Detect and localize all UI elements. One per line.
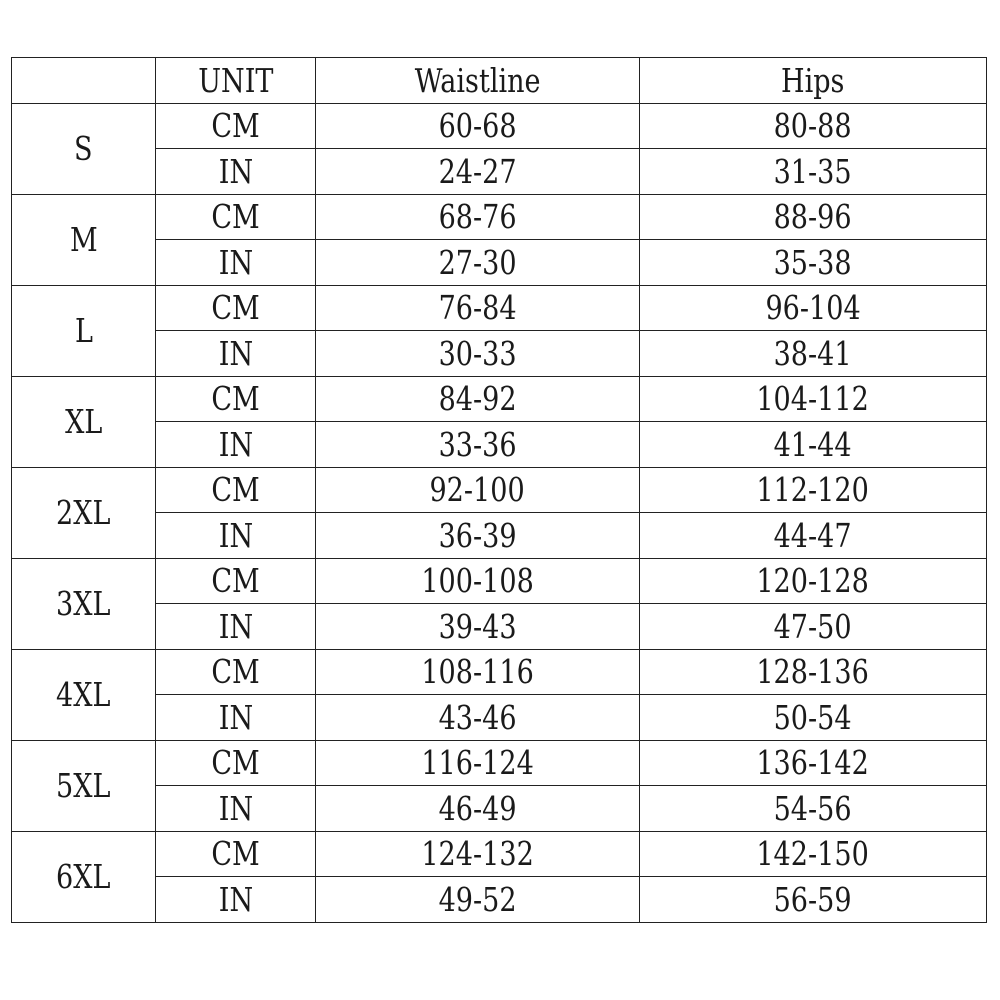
unit-label: CM: [211, 470, 260, 510]
hips-cell: [640, 331, 987, 377]
unit-cell: [156, 376, 316, 422]
header-row: [12, 58, 987, 104]
unit-cell: [156, 194, 316, 240]
waistline-value: 24-27: [438, 151, 517, 191]
waistline-value: 43-46: [438, 697, 517, 737]
hips-cell: [640, 558, 987, 604]
unit-cell: [156, 149, 316, 195]
waistline-cell: [316, 422, 640, 468]
waistline-cell: [316, 467, 640, 513]
header-hips-cell: [640, 58, 987, 104]
unit-label: CM: [211, 106, 260, 146]
waistline-cell: [316, 695, 640, 741]
hips-value: 54-56: [773, 788, 852, 828]
hips-cell: [640, 877, 987, 923]
unit-label: IN: [218, 788, 253, 828]
unit-cell: [156, 422, 316, 468]
unit-label: IN: [218, 242, 253, 282]
hips-cell: [640, 103, 987, 149]
table-row: [12, 149, 987, 195]
unit-cell: [156, 831, 316, 877]
hips-value: 136-142: [756, 743, 870, 783]
unit-cell: [156, 695, 316, 741]
size-label: 4XL: [56, 675, 111, 714]
header-waistline-cell: [316, 58, 640, 104]
size-cell: [12, 831, 156, 922]
unit-cell: [156, 240, 316, 286]
unit-cell: [156, 786, 316, 832]
hips-cell: [640, 422, 987, 468]
waistline-cell: [316, 740, 640, 786]
waistline-value: 116-124: [421, 743, 534, 783]
unit-cell: [156, 877, 316, 923]
waistline-value: 46-49: [438, 788, 517, 828]
hips-value: 38-41: [773, 333, 852, 373]
header-waistline-label: Waistline: [414, 60, 541, 100]
waistline-value: 39-43: [438, 606, 517, 646]
size-label: L: [74, 311, 93, 350]
unit-label: CM: [211, 652, 260, 692]
waistline-cell: [316, 877, 640, 923]
table-row: [12, 240, 987, 286]
unit-label: CM: [211, 288, 260, 328]
unit-label: CM: [211, 197, 260, 237]
size-label: S: [74, 129, 93, 168]
waistline-value: 30-33: [438, 333, 517, 373]
size-label: 3XL: [56, 584, 111, 623]
table-row: [12, 740, 987, 786]
table-row: [12, 467, 987, 513]
waistline-value: 27-30: [438, 242, 517, 282]
hips-value: 128-136: [756, 652, 870, 692]
table-row: [12, 649, 987, 695]
size-cell: [12, 558, 156, 649]
unit-label: CM: [211, 561, 260, 601]
unit-cell: [156, 103, 316, 149]
hips-value: 88-96: [773, 197, 852, 237]
hips-value: 44-47: [773, 515, 852, 555]
unit-label: CM: [211, 834, 260, 874]
hips-value: 96-104: [765, 288, 861, 328]
waistline-cell: [316, 103, 640, 149]
size-label: 2XL: [56, 493, 111, 532]
table-row: [12, 877, 987, 923]
unit-cell: [156, 558, 316, 604]
table-row: [12, 831, 987, 877]
table-row: [12, 194, 987, 240]
table-row: [12, 695, 987, 741]
hips-cell: [640, 149, 987, 195]
table-row: [12, 285, 987, 331]
unit-label: IN: [218, 424, 253, 464]
unit-cell: [156, 285, 316, 331]
waistline-cell: [316, 194, 640, 240]
unit-cell: [156, 740, 316, 786]
waistline-cell: [316, 786, 640, 832]
hips-value: 50-54: [773, 697, 852, 737]
unit-label: IN: [218, 515, 253, 555]
hips-cell: [640, 194, 987, 240]
waistline-cell: [316, 649, 640, 695]
size-cell: [12, 376, 156, 467]
hips-value: 47-50: [773, 606, 852, 646]
waistline-cell: [316, 331, 640, 377]
table-row: [12, 786, 987, 832]
size-cell: [12, 285, 156, 376]
waistline-cell: [316, 240, 640, 286]
size-cell: [12, 740, 156, 831]
size-chart-table: [11, 57, 987, 923]
hips-cell: [640, 831, 987, 877]
hips-cell: [640, 240, 987, 286]
table-row: [12, 558, 987, 604]
unit-label: IN: [218, 697, 253, 737]
table-row: [12, 331, 987, 377]
table-row: [12, 376, 987, 422]
size-cell: [12, 649, 156, 740]
waistline-value: 49-52: [438, 879, 517, 919]
hips-cell: [640, 740, 987, 786]
size-cell: [12, 194, 156, 285]
header-unit-label: UNIT: [197, 60, 274, 100]
header-size-cell: [12, 58, 156, 104]
table-row: [12, 604, 987, 650]
waistline-value: 100-108: [421, 561, 534, 601]
size-cell: [12, 467, 156, 558]
unit-label: IN: [218, 151, 253, 191]
waistline-value: 124-132: [421, 834, 534, 874]
hips-value: 56-59: [773, 879, 852, 919]
waistline-value: 108-116: [421, 652, 534, 692]
hips-value: 112-120: [756, 470, 870, 510]
header-unit-cell: [156, 58, 316, 104]
size-label: 6XL: [56, 857, 111, 896]
waistline-value: 68-76: [438, 197, 517, 237]
table-row: [12, 513, 987, 559]
waistline-value: 92-100: [429, 470, 526, 510]
waistline-cell: [316, 285, 640, 331]
size-chart-body: [12, 58, 987, 923]
waistline-value: 36-39: [438, 515, 517, 555]
waistline-cell: [316, 376, 640, 422]
hips-cell: [640, 513, 987, 559]
waistline-value: 33-36: [438, 424, 517, 464]
hips-cell: [640, 467, 987, 513]
unit-cell: [156, 331, 316, 377]
hips-cell: [640, 695, 987, 741]
hips-cell: [640, 604, 987, 650]
size-cell: [12, 103, 156, 194]
unit-label: IN: [218, 333, 253, 373]
size-label: XL: [64, 402, 103, 441]
unit-label: CM: [211, 743, 260, 783]
hips-value: 41-44: [773, 424, 852, 464]
waistline-cell: [316, 513, 640, 559]
unit-label: IN: [218, 879, 253, 919]
unit-cell: [156, 467, 316, 513]
hips-value: 120-128: [756, 561, 870, 601]
table-row: [12, 422, 987, 468]
size-label: 5XL: [56, 766, 111, 805]
hips-cell: [640, 786, 987, 832]
waistline-cell: [316, 149, 640, 195]
waistline-cell: [316, 831, 640, 877]
hips-value: 35-38: [773, 242, 852, 282]
hips-value: 80-88: [773, 106, 852, 146]
unit-cell: [156, 604, 316, 650]
unit-cell: [156, 513, 316, 559]
size-label: M: [69, 220, 98, 259]
hips-value: 104-112: [756, 379, 870, 419]
hips-value: 31-35: [773, 151, 852, 191]
unit-label: CM: [211, 379, 260, 419]
waistline-value: 84-92: [438, 379, 517, 419]
table-row: [12, 103, 987, 149]
waistline-cell: [316, 604, 640, 650]
waistline-cell: [316, 558, 640, 604]
unit-cell: [156, 649, 316, 695]
hips-cell: [640, 285, 987, 331]
waistline-value: 60-68: [438, 106, 517, 146]
hips-value: 142-150: [756, 834, 870, 874]
header-hips-label: Hips: [781, 60, 845, 100]
hips-cell: [640, 376, 987, 422]
unit-label: IN: [218, 606, 253, 646]
waistline-value: 76-84: [438, 288, 517, 328]
hips-cell: [640, 649, 987, 695]
